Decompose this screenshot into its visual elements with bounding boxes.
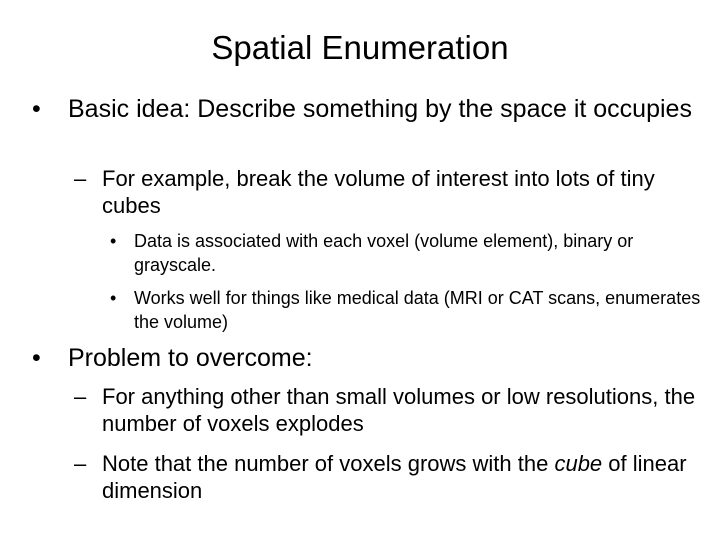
dash-marker: – <box>74 166 87 191</box>
sub-sub-bullet-text: Data is associated with each voxel (volume element), binary or grayscale. <box>134 231 634 275</box>
sub-bullet-text-before: Note that the number of voxels grows with the <box>102 451 555 476</box>
sub-bullet-cube-growth <box>74 450 712 504</box>
bullet-basic-idea <box>32 94 708 125</box>
bullet-text: Problem to overcome: <box>68 344 313 372</box>
sub-bullet-text: For example, break the volume of interest into lots of tiny cubes <box>102 166 655 218</box>
dash-marker: – <box>74 451 87 476</box>
sub-sub-bullet-voxel-data <box>110 229 704 277</box>
sub-bullet-text-emphasis: cube <box>554 451 603 476</box>
sub-sub-bullet-text: Works well for things like medical data (MRI or CAT scans, enumerates the volume) <box>134 288 701 332</box>
bullet-text: Basic idea: Describe something by the space it occupies <box>68 95 692 123</box>
bullet-marker: • <box>32 344 41 372</box>
bullet-marker: • <box>32 95 41 123</box>
sub-bullet-voxels-explode <box>74 383 712 437</box>
sub-sub-bullet-medical-data <box>110 286 704 334</box>
bullet-marker: • <box>110 231 117 251</box>
sub-bullet-text-after: of linear dimension <box>102 451 687 503</box>
sub-bullet-text: For anything other than small volumes or low resolutions, the number of voxels explodes <box>102 384 696 436</box>
bullet-marker: • <box>110 288 117 308</box>
dash-marker: – <box>74 384 87 409</box>
sub-bullet-example <box>74 165 712 219</box>
bullet-problem <box>32 343 708 374</box>
slide-title: Spatial Enumeration <box>211 29 509 66</box>
